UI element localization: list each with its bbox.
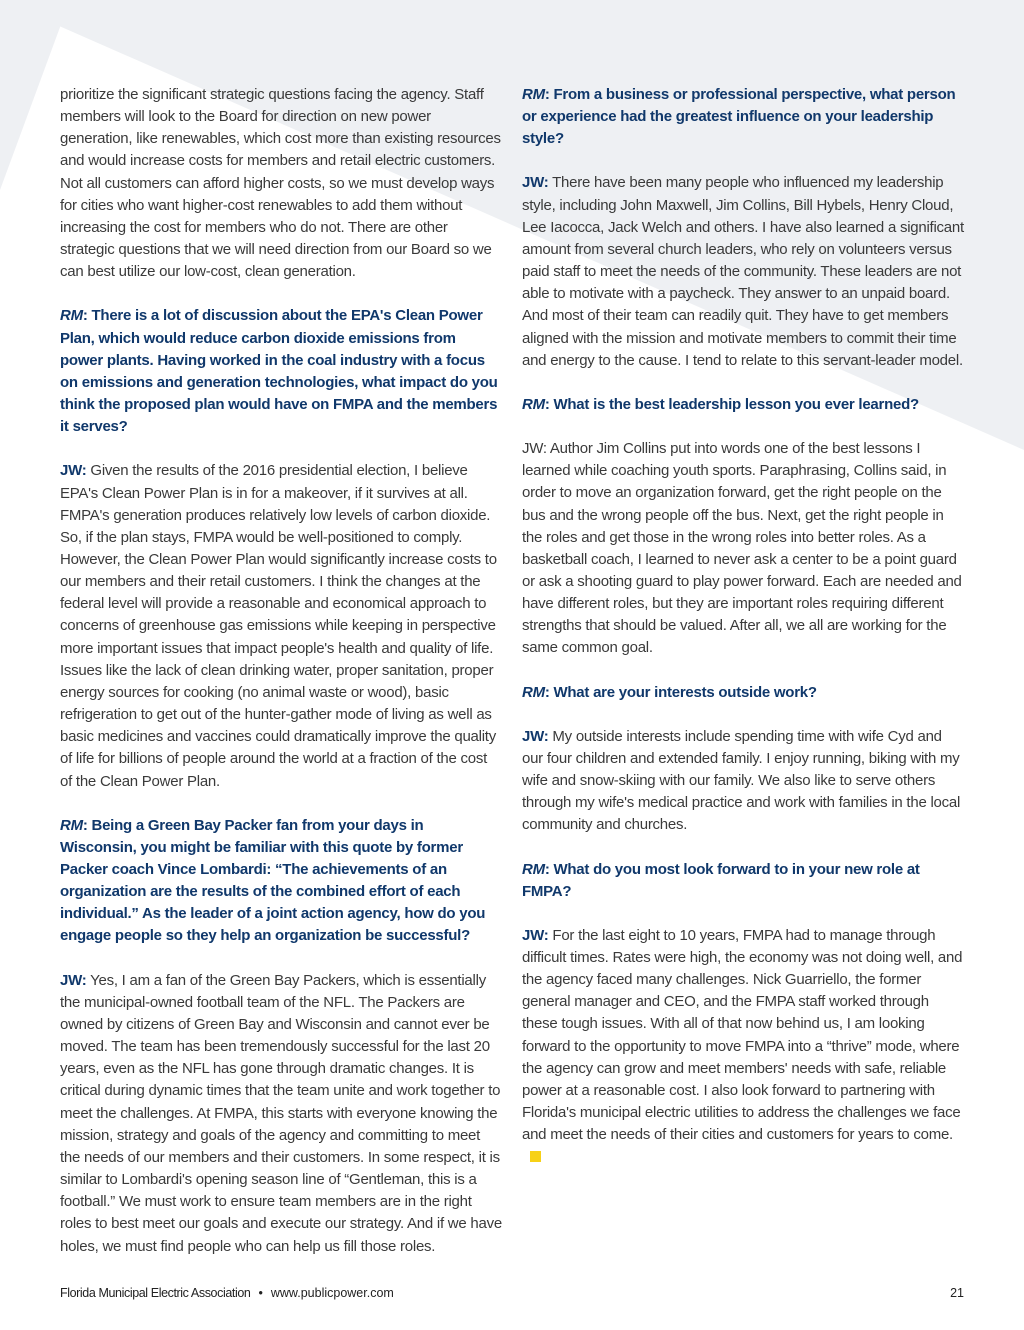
- left-column: [60, 84, 502, 1258]
- right-column: [522, 84, 964, 1169]
- question-outside-interests: RM: What are your interests outside work?: [522, 683, 817, 701]
- end-of-article-mark: [530, 1151, 541, 1162]
- page-footer: [60, 1286, 964, 1300]
- respondent-initials: JW:: [60, 971, 87, 989]
- answer-green-bay-packers: JW: Yes, I am a fan of the Green Bay Packers, which is essentially the municipal-owned football team of the NFL. The Packers are owned by citizens of Green Bay and Wisconsin and cannot ever be moved. The team has been tremendously successful for the last 20 years, even as the NFL has gone through dramatic changes. It is critical during dynamic times that the team unite and work together to meet the challenges. At FMPA, this starts with everyone knowing the mission, strategy and goals of the agency and committing to meet the needs of our members and their customers. In some respect, it is similar to Lombardi's opening season line of “Gentleman, this is a football.” We must work to ensure team members are in the right roles to best meet our goals and execute our strategy. And if we have holes, we must find people who can help us fill those roles.: [60, 971, 502, 1255]
- respondent-initials: JW:: [522, 727, 549, 745]
- interviewer-initials: RM: [60, 816, 83, 834]
- publication-name: Florida Municipal Electric Association: [60, 1286, 251, 1300]
- answer-leadership-influence: JW: There have been many people who influenced my leadership style, including John Maxwell, Jim Collins, Bill Hybels, Henry Cloud, Lee Iacocca, Jack Welch and others. I have also learned a significant amount from several church leaders, who rely on volunteers versus paid staff to meet the needs of the community. These leaders are not able to motivate with a paycheck. They answer to an unpaid board. And most of their team can readily quit. They have to get members aligned with the mission and motivate members to commit their time and energy to the cause. I tend to relate to this servant-leader model.: [522, 174, 964, 369]
- website-url: www.publicpower.com: [270, 1286, 394, 1300]
- question-leadership-influence: RM: From a business or professional perspective, what person or experience had the greatest influence on your leadership style?: [522, 86, 956, 148]
- answer-outside-interests: JW: My outside interests include spending time with wife Cyd and our four children and extended family. I enjoy running, biking with my wife and snow-skiing with our family. We also like to serve others through my wife's medical practice and work with families in the local community and churches.: [522, 727, 961, 834]
- interviewer-initials: RM: [522, 860, 545, 878]
- paragraph-continuation: prioritize the significant strategic questions facing the agency. Staff members will look to the Board for direction on new power generation, like renewables, which cost more than existing resources and would increase costs for members and retail electric customers. Not all customers can afford higher costs, so we must develop ways for cities who want higher-cost renewables to add them without increasing the cost for members who do not. There are other strategic questions that we will need direction from our Board so we can best utilize our low-cost, clean generation.: [60, 86, 501, 281]
- respondent-initials: JW:: [60, 462, 87, 480]
- answer-leadership-lesson: JW: Author Jim Collins put into words one of the best lessons I learned while coaching youth sports. Paraphrasing, Collins said, in order to move an organization forward, get the right people on the bus and the wrong people off the bus. Next, get the right people in the roles and get those in the wrong roles into better roles. As a basketball coach, I learned to never ask a center to be a point guard or ask a shooting guard to play power forward. Each are needed and have different roles, but they are important roles requiring different strengths that should be valued. After all, we all are working for the same common goal.: [522, 440, 962, 657]
- page-number: 21: [950, 1286, 964, 1300]
- answer-epa-clean-power-plan: JW: Given the results of the 2016 presidential election, I believe EPA's Clean Power Plan is in for a makeover, if it survives at all. FMPA's generation produces relatively low levels of carbon dioxide. So, if the plan stays, FMPA would be well-positioned to comply. However, the Clean Power Plan would significantly increase costs to our members and their retail customers. I think the changes at the federal level will provide a reasonable and economical approach to concerns of greenhouse gas emissions while keeping in perspective more important issues that impact people's health and quality of life. Issues like the lack of clean drinking water, proper sanitation, proper energy sources for cooking (no animal waste or wood), basic refrigeration to get out of the hunter-gather mode of living as well as basic medicines and vaccines could dramatically improve the quality of life for billions of people around the world at a fraction of the cost of the Clean Power Plan.: [60, 462, 497, 790]
- question-leadership-lesson: RM: What is the best leadership lesson you ever learned?: [522, 395, 919, 413]
- interviewer-initials: RM: [522, 86, 545, 103]
- respondent-initials: JW:: [522, 174, 549, 192]
- question-epa-clean-power-plan: RM: There is a lot of discussion about the EPA's Clean Power Plan, which would reduce carbon dioxide emissions from power plants. Having worked in the coal industry with a focus on emissions and generation technologies, what impact do you think the proposed plan would have on FMPA and the members it serves?: [60, 307, 498, 436]
- question-new-role: RM: What do you most look forward to in your new role at FMPA?: [522, 860, 920, 900]
- question-green-bay-packers: RM: Being a Green Bay Packer fan from your days in Wisconsin, you might be familiar with this quote by former Packer coach Vince Lombardi: “The achievements of an organization are the results of the combined effort of each individual.” As the leader of a joint action agency, how do you engage people so they help an organization be successful?: [60, 816, 486, 945]
- interviewer-initials: RM: [522, 395, 545, 413]
- respondent-initials: JW:: [522, 926, 549, 944]
- answer-new-role: JW: For the last eight to 10 years, FMPA had to manage through difficult times. Rates were high, the economy was not doing well, and the agency faced many challenges. Nick Guarriello, the former general manager and CEO, and the FMPA staff worked through these tough issues. With all of that now behind us, I am looking forward to the opportunity to move FMPA into a “thrive” mode, where the agency can grow and meet members' needs with safe, reliable power at a reasonable cost. I also look forward to partnering with Florida's municipal electric utilities to address the challenges we face and meet the needs of their cities and customers for years to come.: [522, 925, 964, 1169]
- interviewer-initials: RM: [60, 307, 83, 325]
- interviewer-initials: RM: [522, 683, 545, 701]
- footer-separator: •: [258, 1286, 263, 1300]
